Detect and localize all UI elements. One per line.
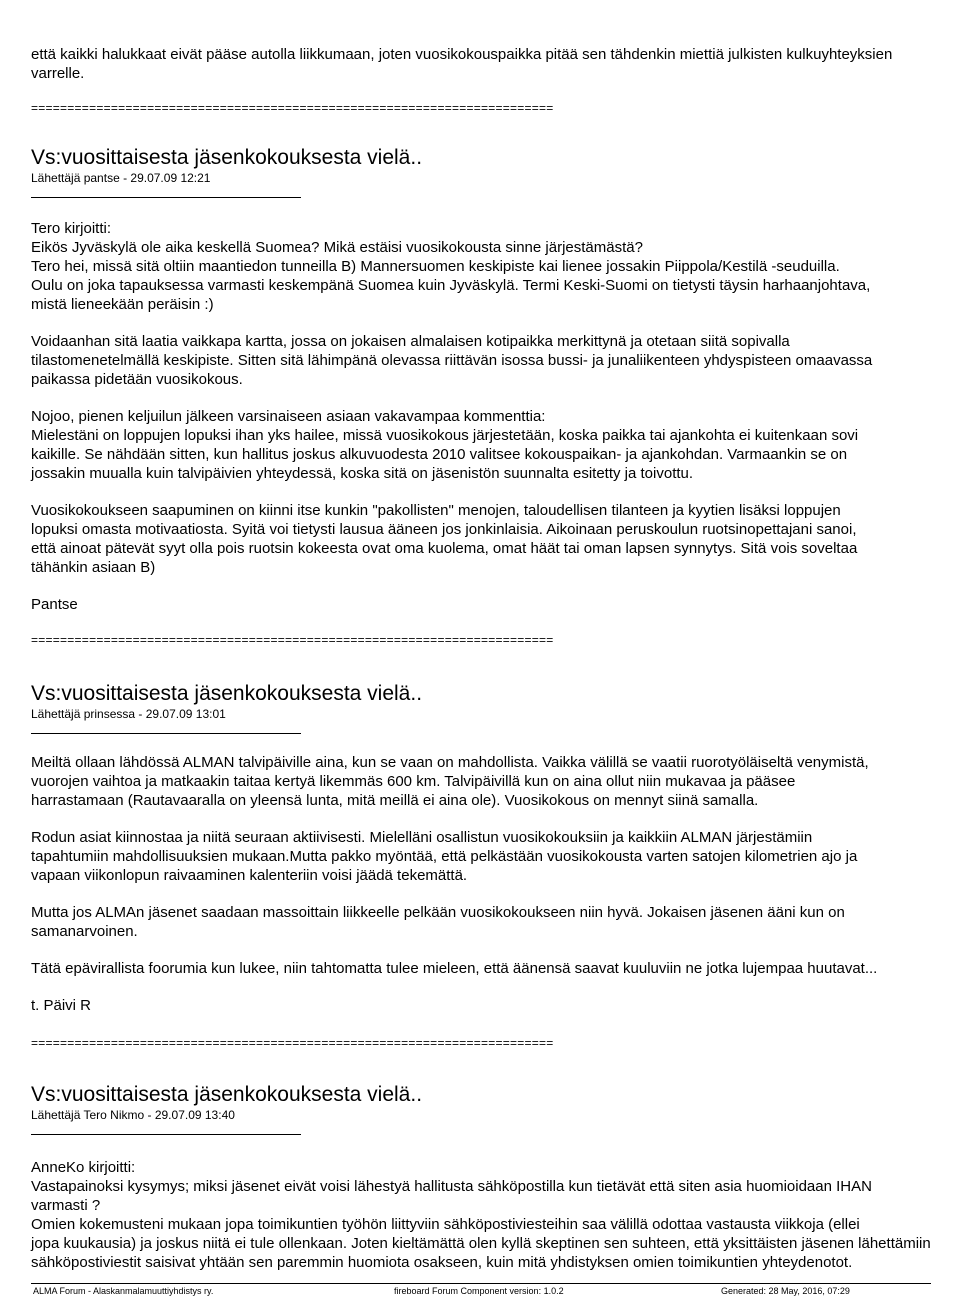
intro-text: [31, 45, 892, 83]
text-line: jopa kuukausia) ja joskus niitä ei tule ollenkaan. Joten kieltämättä olen kyllä skeptinen sen suhteen, että yksittäisten jäsenen lähettämiin: [31, 1235, 931, 1252]
text-line: tähänkin asiaan B): [31, 559, 156, 576]
quote-author: Tero kirjoitti:: [31, 220, 112, 237]
text-line: Eikös Jyväskylä ole aika keskellä Suomea? Mikä estäisi vuosikokousta sinne järjestämästä?: [31, 239, 643, 256]
text-line: lopuksi omasta motivaatiosta. Syitä voi tietysti lausua ääneen jos jonkinlaisia. Aikoinaan peruskoulun ruotsinopettajani sanoi,: [31, 521, 857, 538]
text-line: vuorojen vaihtoa ja matkaakin taitaa kertyä likemmäs 600 km. Talvipäivillä kun on aina ollut niin mukavaa ja pääsee: [31, 773, 796, 790]
text-line: kaikille. Se nähdään sitten, kun hallitus joskus alkuvuodesta 2010 valitsee kokouspaikan- ja ajankohdan. Varmaankin se on: [31, 446, 848, 463]
text-line: Tätä epävirallista foorumia kun lukee, niin tahtomatta tulee mieleen, että äänensä saavat kuuluviin ne jotka lujempaa huutavat...: [31, 960, 878, 977]
text-line: Voidaanhan sitä laatia vaikkapa kartta, jossa on jokaisen almalaisen kotipaikka merkittynä ja otetaan siitä sopivalla: [31, 333, 790, 350]
text-line: tapahtumiin mahdollisuuksien mukaan.Mutta pakko myöntää, että pelkästään vuosikokousta varten satojen kilometrien ajo ja: [31, 848, 858, 865]
post-meta: Lähettäjä prinsessa - 29.07.09 13:01: [31, 707, 226, 721]
text-line: Vastapainoksi kysymys; miksi jäsenet eivät voisi lähestyä hallitusta sähköpostilla kun tietävät että siten asia huomioidaan IHAN: [31, 1178, 872, 1195]
text-line: Mutta jos ALMAn jäsenet saadaan massoittain liikkeelle pelkään vuosikokoukseen niin hyvä. Jokaisen jäsenen ääni kun on: [31, 904, 845, 921]
forum-post: [31, 1083, 931, 1271]
footer-site-name: ALMA Forum - Alaskanmalamuuttiyhdistys ry.: [33, 1286, 214, 1296]
post-title: Vs:vuosittaisesta jäsenkokouksesta vielä..: [31, 146, 423, 169]
post-separator: ========================================================================: [31, 633, 554, 647]
post-meta: Lähettäjä pantse - 29.07.09 12:21: [31, 171, 211, 185]
text-line: samanarvoinen.: [31, 923, 138, 940]
post-title: Vs:vuosittaisesta jäsenkokouksesta vielä..: [31, 1083, 423, 1106]
text-line: Mielestäni on loppujen lopuksi ihan yks hailee, missä vuosikokous järjestetään, koska paikka tai ajankohta ei kuitenkaan sovi: [31, 427, 859, 444]
text-line: paikassa pidetään vuosikokous.: [31, 371, 243, 388]
post-body: [31, 1158, 931, 1272]
post-rule: [31, 733, 301, 734]
text-line: Oulu on joka tapauksessa varmasti keskempänä Suomea kuin Jyväskylä. Termi Keski-Suomi on tietysti täysin harhaanjohtava,: [31, 277, 871, 294]
text-line: tilastomenetelmällä keskipiste. Sitten sitä lähimpänä olevassa riittävän isossa bussi- ja junaliikenteen yhdyspisteen omaavassa: [31, 352, 873, 369]
text-line: mistä lieneekään peräisin :): [31, 296, 214, 313]
text-line: Nojoo, pienen keljuilun jälkeen varsinaiseen asiaan vakavampaa kommenttia:: [31, 408, 546, 425]
post-signature: Pantse: [31, 596, 78, 613]
page-footer: [31, 1283, 931, 1296]
text-line: varrelle.: [31, 65, 85, 82]
text-line: vapaan viikonlopun raivaaminen kalenteriin voisi jäädä tekemättä.: [31, 867, 468, 884]
text-line: Meiltä ollaan lähdössä ALMAN talvipäiville aina, kun se vaan on mahdollista. Vaikka välillä se vaatii ruorotyöläiseltä venymistä,: [31, 754, 869, 771]
forum-post: [31, 146, 873, 613]
text-line: että kaikki halukkaat eivät pääse autolla liikkumaan, joten vuosikokouspaikka pitää sen tähdenkin miettiä julkisten kulkuyhteyksien: [31, 46, 893, 63]
text-line: Rodun asiat kiinnostaa ja niitä seuraan aktiivisesti. Mielelläni osallistun vuosikokouksiin ja kaikkiin ALMAN järjestämiin: [31, 829, 813, 846]
text-line: sähköpostiviestit saisivat yhtään sen paremmin huomiota osakseen, kuin mitä yhdistyksen omien toimikuntien yhteydenotot.: [31, 1254, 853, 1271]
text-line: harrastamaan (Rautavaaralla on yleensä lunta, mitä meillä ei aina ole). Vuosikokous on mennyt siinä samalla.: [31, 792, 759, 809]
text-line: Omien kokemusteni mukaan jopa toimikuntien työhön liittyviin sähköpostiviesteihin saa välillä odottaa vastausta viikkoja (ellei: [31, 1216, 860, 1233]
text-line: Vuosikokoukseen saapuminen on kiinni itse kunkin "pakollisten" menojen, taloudellisen tilanteen ja kyytien lisäksi loppujen: [31, 502, 841, 519]
post-rule: [31, 1134, 301, 1135]
post-meta: Lähettäjä Tero Nikmo - 29.07.09 13:40: [31, 1108, 235, 1122]
text-line: että ainoat pätevät syyt olla pois ruotsin kokeesta ovat oma kuolema, omat häät tai oman lapsen synnytys. Sitä vois soveltaa: [31, 540, 858, 557]
text-line: jossakin muualla kuin talvipäivien yhteydessä, koska sitä on jäsenistön suunnalta esitetty ja toivottu.: [31, 465, 694, 482]
post-separator: ========================================================================: [31, 101, 554, 115]
text-line: varmasti ?: [31, 1197, 101, 1214]
footer-component-version: fireboard Forum Component version: 1.0.2: [394, 1286, 564, 1296]
text-line: Tero hei, missä sitä oltiin maantiedon tunneilla B) Mannersuomen keskipiste kai lienee jossakin Piippola/Kestilä -seuduilla.: [31, 258, 840, 275]
post-separator: ========================================================================: [31, 1036, 554, 1050]
post-body: [31, 753, 877, 1015]
post-rule: [31, 197, 301, 198]
post-title: Vs:vuosittaisesta jäsenkokouksesta vielä..: [31, 682, 423, 705]
post-body: [31, 219, 872, 614]
quote-author: AnneKo kirjoitti:: [31, 1159, 136, 1176]
footer-generated-date: Generated: 28 May, 2016, 07:29: [721, 1286, 850, 1296]
forum-post: [31, 682, 878, 1014]
post-signature: t. Päivi R: [31, 997, 92, 1014]
